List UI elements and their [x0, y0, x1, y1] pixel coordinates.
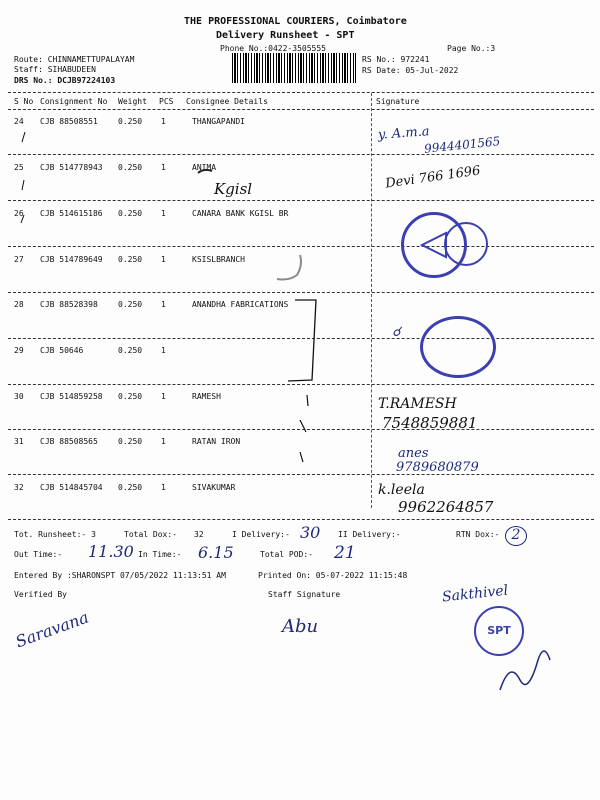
header-signature: Signature — [376, 97, 420, 106]
cell-consignment: CJB 514845704 — [40, 483, 103, 492]
cell-consignee: SIVAKUMAR — [192, 483, 236, 492]
staff: Staff: SIHABUDEEN — [14, 65, 96, 74]
entered-by: Entered By :SHARONSPT 07/05/2022 11:13:51 AM — [14, 571, 226, 580]
i-delivery-value: 30 — [300, 523, 321, 542]
cell-sno: 30 — [14, 392, 24, 401]
cell-sno: 28 — [14, 300, 24, 309]
cell-consignee: CANARA BANK KGISL BR — [192, 209, 289, 218]
drs-number: DRS No.: DCJB97224103 — [14, 76, 116, 85]
cell-consignee: ANANDHA FABRICATIONS — [192, 300, 289, 309]
cell-pcs: 1 — [161, 209, 166, 218]
cell-pcs: 1 — [161, 300, 166, 309]
cell-sno: 31 — [14, 437, 24, 446]
rtn-dox-value: 2 — [505, 526, 527, 546]
rtn-dox-label: RTN Dox:- — [456, 530, 500, 539]
phone-24: 9944401565 — [423, 134, 501, 156]
header-weight: Weight — [118, 97, 147, 106]
cell-consignment: CJB 514789649 — [40, 255, 103, 264]
header-pcs: PCS — [159, 97, 174, 106]
company-seal — [420, 316, 496, 378]
cell-consignee: KSISLBRANCH — [192, 255, 245, 264]
cell-consignee: RATAN IRON — [192, 437, 241, 446]
total-dox-value: 32 — [194, 530, 204, 539]
cell-consignment: CJB 514615186 — [40, 209, 103, 218]
name-32: k.leela — [378, 482, 425, 498]
cell-pcs: 1 — [161, 346, 166, 355]
i-delivery-label: I Delivery:- — [232, 530, 290, 539]
cell-pcs: 1 — [161, 483, 166, 492]
cell-weight: 0.250 — [118, 483, 143, 492]
phone-number: Phone No.:0422-3505555 — [220, 44, 326, 53]
cell-pcs: 1 — [161, 392, 166, 401]
out-time-value: 11.30 — [88, 542, 134, 561]
printed-on: Printed On: 05-07-2022 11:15:48 — [258, 571, 408, 580]
cell-weight: 0.250 — [118, 346, 143, 355]
total-pod-label: Total POD:- — [260, 550, 313, 559]
in-time-label: In Time:- — [138, 550, 182, 559]
cell-weight: 0.250 — [118, 437, 143, 446]
verified-signature: Saravana — [13, 607, 92, 652]
cell-sno: 24 — [14, 117, 24, 126]
phone-32: 9962264857 — [398, 498, 494, 516]
cell-weight: 0.250 — [118, 392, 143, 401]
spt-stamp-scribble — [490, 630, 560, 700]
cell-consignment: CJB 88508565 — [40, 437, 98, 446]
cell-consignee: RAMESH — [192, 392, 221, 401]
cell-pcs: 1 — [161, 163, 166, 172]
cell-consignment: CJB 50646 — [40, 346, 84, 355]
phone-30: 7548859881 — [382, 414, 478, 432]
cell-consignment: CJB 88528398 — [40, 300, 98, 309]
rs-number: RS No.: 972241 — [362, 55, 430, 64]
cell-weight: 0.250 — [118, 163, 143, 172]
cell-sno: 29 — [14, 346, 24, 355]
cell-sno: 27 — [14, 255, 24, 264]
signature-24: y. A.m.a — [377, 124, 431, 143]
tot-runsheet: Tot. Runsheet:- 3 — [14, 530, 96, 539]
ii-delivery-label: II Delivery:- — [338, 530, 401, 539]
company-name: THE PROFESSIONAL COURIERS, Coimbatore — [184, 16, 407, 27]
seal-initial-icon: ☌ — [392, 325, 401, 340]
document-title: Delivery Runsheet - SPT — [216, 30, 355, 41]
cell-pcs: 1 — [161, 255, 166, 264]
signature-25: Devi 766 1696 — [384, 163, 482, 192]
cell-weight: 0.250 — [118, 209, 143, 218]
cell-pcs: 1 — [161, 117, 166, 126]
cell-weight: 0.250 — [118, 300, 143, 309]
staff-signature: Abu — [282, 616, 319, 637]
cell-weight: 0.250 — [118, 255, 143, 264]
route: Route: CHINNAMETTUPALAYAM — [14, 55, 135, 64]
signature-31: anes — [398, 446, 429, 461]
verified-by-label: Verified By — [14, 590, 67, 599]
in-time-value: 6.15 — [198, 543, 234, 562]
kgisl-note: Kgisl — [214, 180, 253, 198]
total-dox-label: Total Dox:- — [124, 530, 177, 539]
cell-sno: 25 — [14, 163, 24, 172]
cell-sno: 32 — [14, 483, 24, 492]
total-pod-value: 21 — [334, 543, 356, 563]
header-consignee: Consignee Details — [186, 97, 268, 106]
spt-stamp: SPT — [474, 606, 524, 656]
header-consignment: Consignment No — [40, 97, 108, 106]
cell-consignment: CJB 88508551 — [40, 117, 98, 126]
phone-31: 9789680879 — [396, 460, 479, 475]
cell-consignee: ANIMA — [192, 163, 217, 172]
right-signature: Sakthivel — [441, 582, 509, 606]
cell-pcs: 1 — [161, 437, 166, 446]
rs-date: RS Date: 05-Jul-2022 — [362, 66, 459, 75]
cell-sno: 26 — [14, 209, 24, 218]
cell-consignment: CJB 514859258 — [40, 392, 103, 401]
cell-weight: 0.250 — [118, 117, 143, 126]
staff-signature-label: Staff Signature — [268, 590, 341, 599]
name-30: T.RAMESH — [378, 396, 457, 412]
cell-consignment: CJB 514778943 — [40, 163, 103, 172]
out-time-label: Out Time:- — [14, 550, 63, 559]
cell-consignee: THANGAPANDI — [192, 117, 245, 126]
page-number: Page No.:3 — [447, 44, 496, 53]
bank-stamp-secondary — [444, 222, 488, 266]
header-sno: S No — [14, 97, 34, 106]
